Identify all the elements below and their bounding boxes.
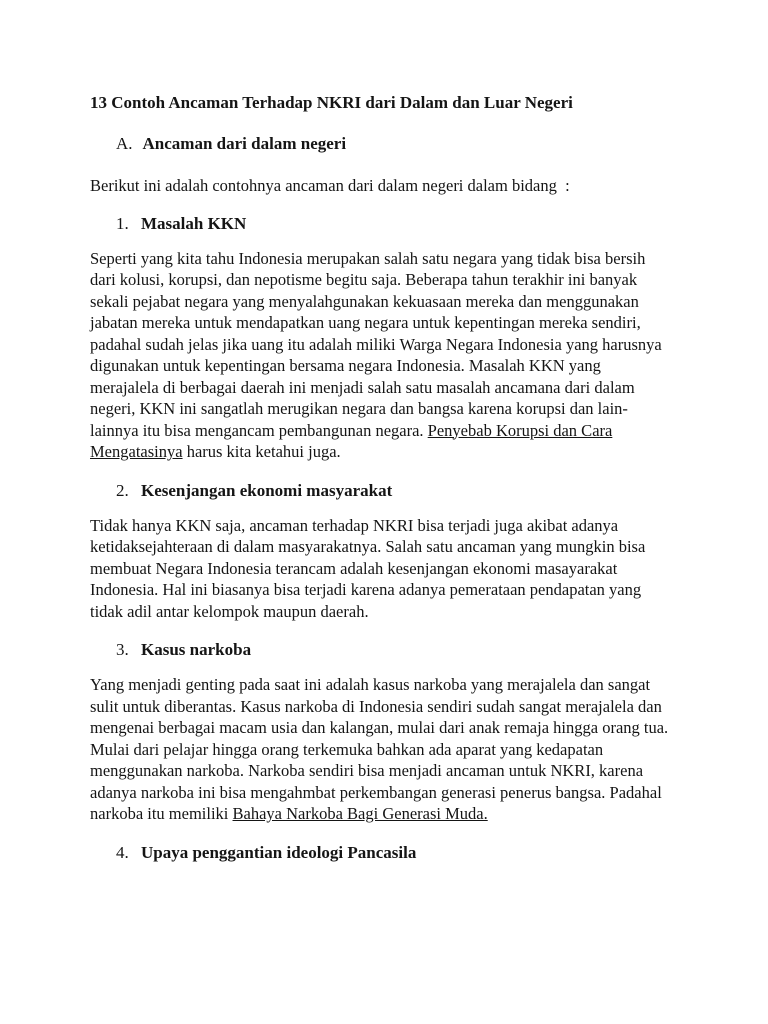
item-4-marker: 4. bbox=[116, 842, 129, 862]
item-2-heading bbox=[90, 481, 672, 500]
item-3-marker: 3. bbox=[116, 640, 129, 659]
item-4-label: Upaya penggantian ideologi Pancasila bbox=[141, 842, 417, 862]
item-1-text-before-link: Seperti yang kita tahu Indonesia merupakan salah satu negara yang tidak bisa bersih dari kolusi, korupsi, dan nepotisme begitu saja. Beberapa tahun terakhir ini banyak sekali pejabat negara yang menyalahgunakan kekuasaan mereka dan menggunakan jabatan mereka untuk mendapatkan uang negara untuk kepentingan mereka sendiri, padahal sudah jelas jika uang itu adalah miliki Warga Negara Indonesia yang harusnya digunakan untuk kepentingan bersama negara Indonesia. Masalah KKN yang merajalela di berbagai daerah ini menjadi salah satu masalah ancamana dari dalam negeri, KKN ini sangatlah merugikan negara dan bangsa karena korupsi dan lain-lainnya itu bisa mengancam pembangunan negara. bbox=[90, 248, 662, 440]
intro-text: Berikut ini adalah contohnya ancaman dari dalam negeri dalam bidang : bbox=[90, 176, 570, 195]
item-2-paragraph: Tidak hanya KKN saja, ancaman terhadap NKRI bisa terjadi juga akibat adanya ketidaksejahteraan di dalam masyarakatnya. Salah satu ancaman yang mungkin bisa membuat Negara Indonesia terancam adalah kesenjangan ekonomi masayarakat Indonesia. Hal ini biasanya bisa terjadi karena adanya pemerataan pendapatan yang tidak adil antar kelompok maupun daerah. bbox=[90, 515, 646, 621]
item-1-text-after-link: harus kita ketahui juga. bbox=[182, 442, 341, 461]
bahaya-narkoba-link[interactable]: Bahaya Narkoba Bagi Generasi Muda. bbox=[232, 804, 488, 823]
section-a-marker: A. bbox=[116, 134, 133, 153]
item-1-paragraph bbox=[90, 248, 672, 463]
item-1-label: Masalah KKN bbox=[141, 213, 247, 233]
penyebab-korupsi-link[interactable]: Penyebab Korupsi dan Cara Mengatasinya bbox=[90, 420, 613, 461]
item-4-heading bbox=[90, 843, 672, 862]
item-3-heading bbox=[90, 640, 672, 659]
section-a-label: Ancaman dari dalam negeri bbox=[142, 134, 347, 153]
item-2-marker: 2. bbox=[116, 480, 129, 500]
item-3-label: Kasus narkoba bbox=[141, 640, 252, 659]
item-3-text-before-link: Yang menjadi genting pada saat ini adalah kasus narkoba yang merajalela dan sangat sulit untuk diberantas. Kasus narkoba di Indonesia sendiri sudah sangat merajalela dan mengenai berbagai macam usia dan kalangan, mulai dari anak remaja hingga orang tua. Mulai dari pelajar hingga orang terkemuka bahkan ada aparat yang kedapatan menggunakan narkoba. Narkoba sendiri bisa menjadi ancaman untuk NKRI, karena adanya narkoba ini bisa mengahmbat perkembangan generasi penerus bangsa. Padahal narkoba itu memiliki bbox=[90, 675, 669, 823]
item-1-marker: 1. bbox=[116, 213, 129, 233]
document-title: 13 Contoh Ancaman Terhadap NKRI dari Dalam dan Luar Negeri bbox=[90, 93, 573, 112]
item-2-label: Kesenjangan ekonomi masyarakat bbox=[141, 480, 393, 500]
item-3-paragraph bbox=[90, 674, 672, 825]
section-a-heading bbox=[90, 134, 672, 153]
item-1-heading bbox=[90, 214, 672, 233]
